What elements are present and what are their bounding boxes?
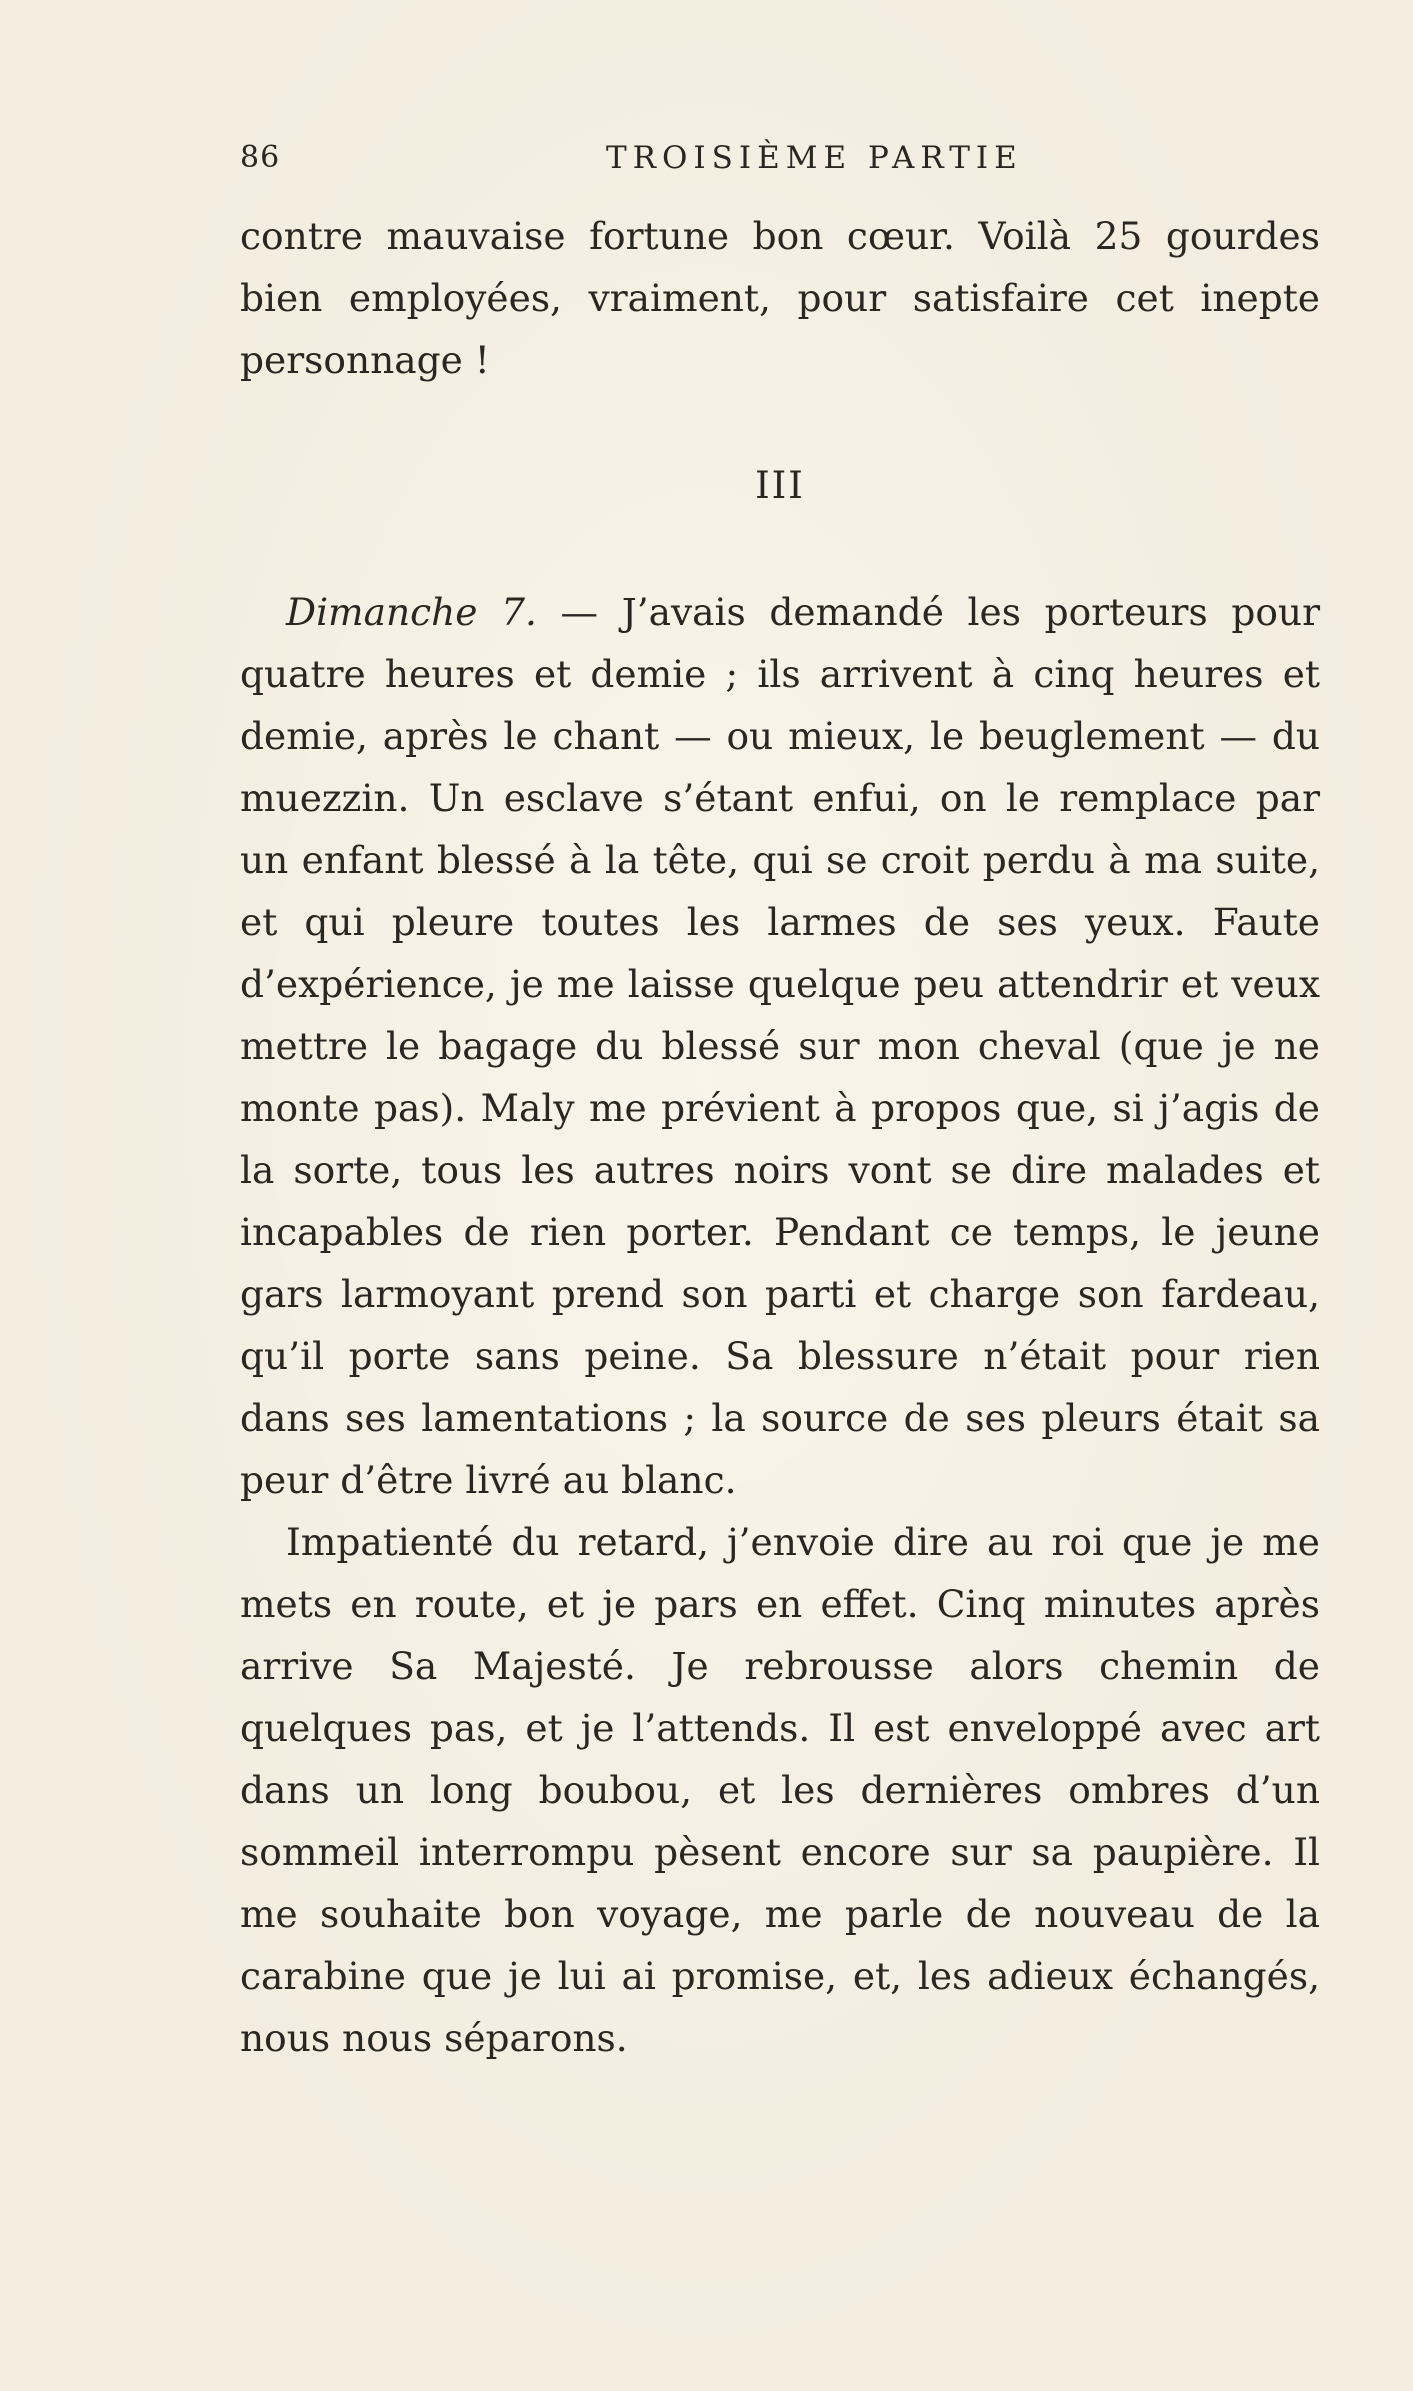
- section-heading: III: [755, 464, 805, 507]
- entry-date: Dimanche 7.: [286, 590, 537, 634]
- page-number: 86: [240, 140, 281, 175]
- paragraph-diary-entry: [240, 581, 1320, 1511]
- continuation-paragraph: contre mauvaise fortune bon cœur. Voilà 25 gourdes bien employées, vraiment, pour satisfaire cet inepte personnage !: [240, 214, 1320, 382]
- running-head: [240, 140, 1240, 180]
- spacer: [240, 391, 1320, 455]
- paragraph-departure: Impatienté du retard, j’envoie dire au roi que je me mets en route, et je pars en effet. Cinq minutes après arrive Sa Majesté. Je rebrousse alors chemin de quelques pas, et je l’attends. Il est enveloppé avec art dans un long boubou, et les dernières ombres d’un sommeil interrompu pèsent encore sur sa paupière. Il me souhaite bon voyage, me parle de nouveau de la carabine que je lui ai promise, et, les adieux échangés, nous nous séparons.: [240, 1520, 1320, 2060]
- running-title: TROISIÈME PARTIE: [606, 140, 1023, 176]
- spacer: [240, 517, 1320, 581]
- text-block: [240, 205, 1320, 2069]
- entry-text: — J’avais demandé les porteurs pour quatre heures et demie ; ils arrivent à cinq heures et demie, après le chant — ou mieux, le beuglement — du muezzin. Un esclave s’étant enfui, on le remplace par un enfant blessé à la tête, qui se croit perdu à ma suite, et qui pleure toutes les larmes de ses yeux. Faute d’expérience, je me laisse quelque peu attendrir et veux mettre le bagage du blessé sur mon cheval (que je ne monte pas). Maly me prévient à propos que, si j’agis de la sorte, tous les autres noirs vont se dire malades et incapables de rien porter. Pendant ce temps, le jeune gars larmoyant prend son parti et charge son fardeau, qu’il porte sans peine. Sa blessure n’était pour rien dans ses lamentations ; la source de ses pleurs était sa peur d’être livré au blanc.: [240, 590, 1320, 1502]
